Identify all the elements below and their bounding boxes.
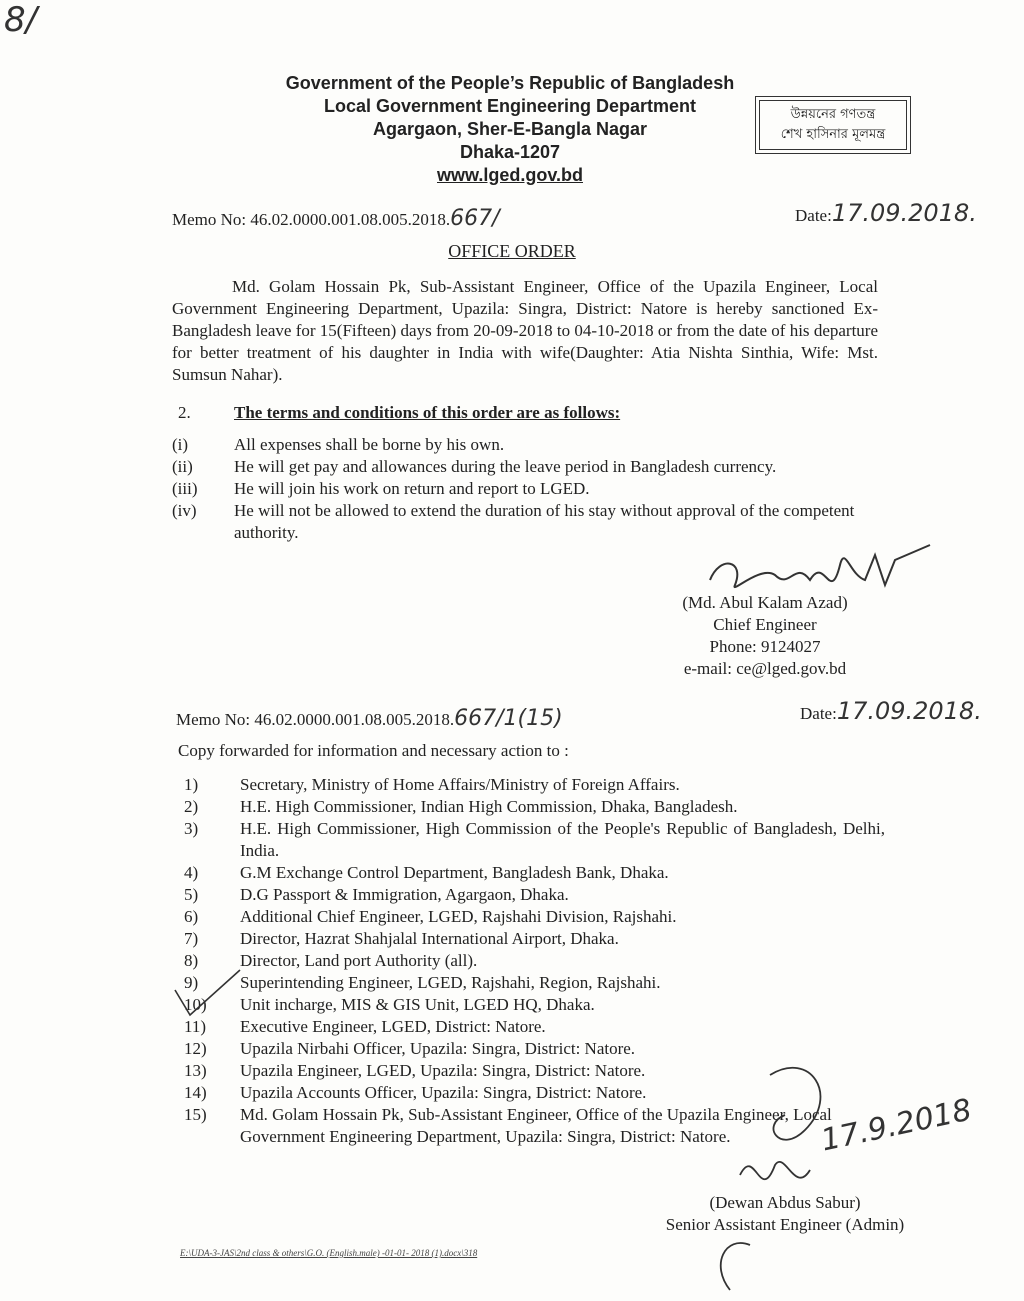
memo-date-2: [800, 697, 982, 725]
copy-intro: Copy forwarded for information and necessary action to :: [178, 741, 569, 760]
list-item: 5) D.G Passport & Immigration, Agargaon, Dhaka.: [184, 885, 569, 904]
list-item: 13) Upazila Engineer, LGED, Upazila: Singra, District: Natore.: [184, 1061, 646, 1080]
list-item: (i) All expenses shall be borne by his own.: [172, 435, 505, 454]
list-item: (ii) He will get pay and allowances during the leave period in Bangladesh currency.: [172, 457, 777, 476]
list-item: 14) Upazila Accounts Officer, Upazila: Singra, District: Natore.: [184, 1083, 647, 1102]
signatory-1: [660, 592, 870, 680]
date-handwritten: 17.09.2018.: [831, 199, 977, 227]
signatory-email[interactable]: e-mail: ce@lged.gov.bd: [683, 659, 847, 678]
footer-file-path: E:\UDA-3-JAS\2nd class & others\G.O. (English.male) -01-01- 2018 (1).docx\318: [180, 1248, 478, 1258]
motto-box: [755, 96, 911, 154]
corner-handwritten-mark: 8/: [4, 0, 38, 40]
body-paragraph: Md. Golam Hossain Pk, Sub-Assistant Engineer, Office of the Upazila Engineer, Local Government Engineering Department, Upazila: Singra, District: Natore is hereby sanctioned Ex-Bangladesh leave for 15(Fifteen) days from 20-09-2018 to 04-10-2018 or from the date of his departure for better treatment of his daughter in India with wife(Daughter: Atia Nishta Sinthia, Wife: Mst. Sumsun Nahar).: [172, 277, 878, 384]
department-title: Local Government Engineering Department: [323, 96, 697, 116]
list-item: 15) Md. Golam Hossain Pk, Sub-Assistant Engineer, Office of the Upazila Engineer, Local Government Engineering Department, Upazila: Singra, District: Natore.: [184, 1105, 832, 1146]
memo-handwritten-no: 667/: [450, 206, 500, 231]
website-link[interactable]: www.lged.gov.bd: [437, 165, 583, 185]
memo-date-1: [795, 199, 977, 227]
list-item: 6) Additional Chief Engineer, LGED, Rajshahi Division, Rajshahi.: [184, 907, 677, 926]
list-item: (iii) He will join his work on return and report to LGED.: [172, 479, 590, 498]
signatory-name: (Dewan Abdus Sabur): [709, 1193, 861, 1212]
list-item: (iv) He will not be allowed to extend the duration of his stay without approval of the competent authority.: [172, 501, 855, 542]
signatory-phone: Phone: 9124027: [709, 637, 821, 656]
city-line: Dhaka-1207: [459, 142, 561, 162]
date-label: Date:: [800, 704, 837, 723]
date-label: Date:: [795, 206, 832, 225]
list-item: 10) Unit incharge, MIS & GIS Unit, LGED HQ, Dhaka.: [184, 995, 595, 1014]
terms-number: 2.: [178, 403, 191, 422]
signatory-title: Chief Engineer: [713, 615, 817, 634]
terms-heading: The terms and conditions of this order are as follows:: [234, 403, 621, 422]
signatory-2: [640, 1192, 930, 1236]
address-line: Agargaon, Sher-E-Bangla Nagar: [372, 119, 648, 139]
signature-2-date: 17.9.2018: [818, 1092, 975, 1159]
memo-number-1: [172, 208, 500, 231]
motto-line-1: উন্নয়নের গণতন্ত্র: [790, 107, 876, 122]
memo-label: Memo No: 46.02.0000.001.08.005.2018.: [176, 710, 455, 729]
signature-2-icon: [700, 1055, 950, 1295]
list-item: 7) Director, Hazrat Shahjalal International Airport, Dhaka.: [184, 929, 619, 948]
memo-handwritten-no: 667/1(15): [454, 706, 563, 731]
list-item: 9) Superintending Engineer, LGED, Rajshahi, Region, Rajshahi.: [184, 973, 661, 992]
checkmark-icon: [170, 965, 250, 1025]
motto-line-2: শেখ হাসিনার মূলমন্ত্র: [780, 127, 886, 142]
list-item: 2) H.E. High Commissioner, Indian High Commission, Dhaka, Bangladesh.: [184, 797, 738, 816]
memo-label: Memo No: 46.02.0000.001.08.005.2018.: [172, 210, 451, 229]
letterhead: [230, 72, 790, 187]
list-item: 3) H.E. High Commissioner, High Commission of the People's Republic of Bangladesh, Delhi, India.: [184, 819, 885, 860]
list-item: 12) Upazila Nirbahi Officer, Upazila: Singra, District: Natore.: [184, 1039, 636, 1058]
office-order-title: OFFICE ORDER: [448, 241, 576, 261]
signatory-name: (Md. Abul Kalam Azad): [682, 593, 848, 612]
memo-number-2: [176, 708, 563, 731]
list-item: 4) G.M Exchange Control Department, Bangladesh Bank, Dhaka.: [184, 863, 669, 882]
list-item: 11) Executive Engineer, LGED, District: Natore.: [184, 1017, 546, 1036]
terms-list: [172, 434, 892, 544]
date-handwritten: 17.09.2018.: [836, 697, 982, 725]
signatory-title: Senior Assistant Engineer (Admin): [665, 1215, 905, 1234]
list-item: 8) Director, Land port Authority (all).: [184, 951, 478, 970]
list-item: 1) Secretary, Ministry of Home Affairs/Ministry of Foreign Affairs.: [184, 775, 680, 794]
govt-title: Government of the People’s Republic of Bangladesh: [285, 73, 735, 93]
